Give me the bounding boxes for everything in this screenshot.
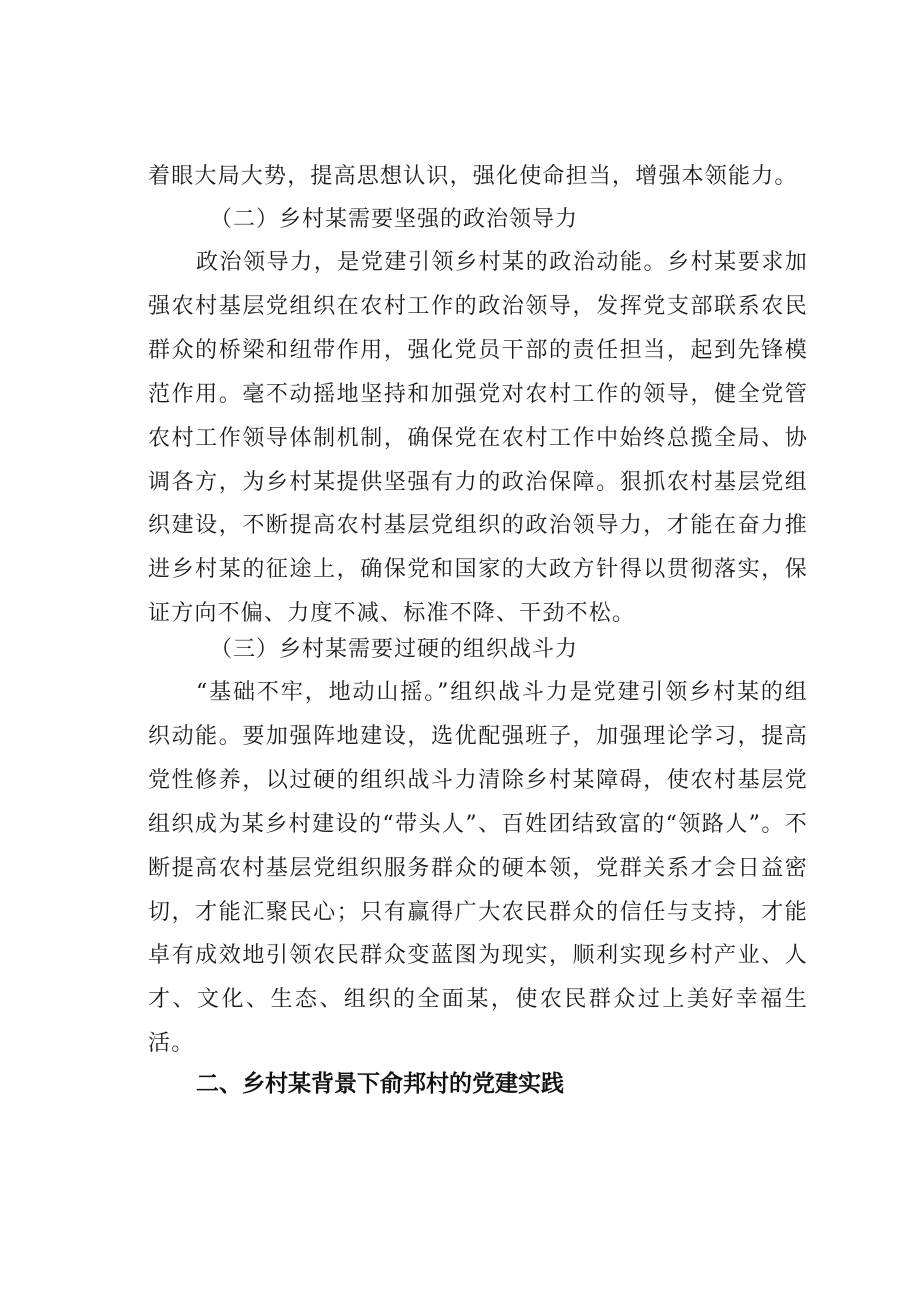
subheading-political-leadership: （二）乡村某需要坚强的政治领导力 (210, 207, 579, 232)
paragraph-continuation: 着眼大局大势，提高思想认识，强化使命担当，增强本领能力。 (148, 164, 798, 189)
paragraph-political-leadership: 政治领导力，是党建引领乡村某的政治动能。乡村某要求加强农村基层党组织在农村工作的政治领导，发挥党支部联系农民群众的桥梁和纽带作用，强化党员干部的责任担当，起到先锋模范作用。毫不动摇地坚持和加强党对农村工作的领导，健全党管农村工作领导体制机制，确保党在农村工作中始终总揽全局、协调各方，为乡村某提供坚强有力的政治保障。狠抓农村基层党组织建设，不断提高农村基层党组织的政治领导力，才能在奋力推进乡村某的征途上，确保党和国家的大政方针得以贯彻落实，保证方向不偏、力度不减、标准不降、干劲不松。 (148, 250, 808, 627)
subheading-organizational-strength: （三）乡村某需要过硬的组织战斗力 (210, 637, 579, 662)
paragraph-organizational-strength: “基础不牢，地动山摇。”组织战斗力是党建引领乡村某的组织动能。要加强阵地建设，选优配强班子，加强理论学习，提高党性修养，以过硬的组织战斗力清除乡村某障碍，使农村基层党组织成为某乡村建设的“带头人”、百姓团结致富的“领路人”。不断提高农村基层党组织服务群众的硬本领，党群关系才会日益密切，才能汇聚民心；只有赢得广大农民群众的信任与支持，才能卓有成效地引领农民群众变蓝图为现实，顺利实现乡村产业、人才、文化、生态、组织的全面某，使农民群众过上美好幸福生活。 (148, 680, 808, 1057)
section-heading-practice: 二、乡村某背景下俞邦村的党建实践 (196, 1071, 564, 1097)
